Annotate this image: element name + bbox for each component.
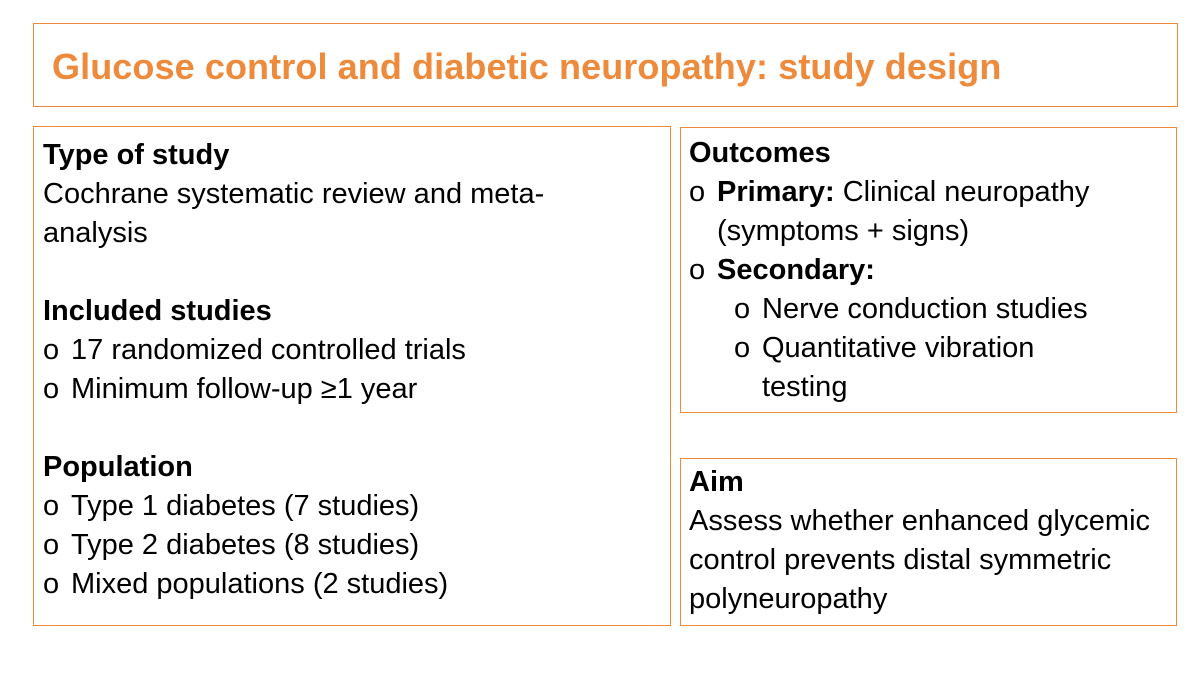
- aim-text: Assess whether enhanced glycemic control prevents distal symmetric polyneuropathy: [689, 505, 1151, 615]
- bullet-marker: o: [43, 373, 60, 405]
- included-item: Minimum follow-up ≥1 year: [71, 373, 418, 405]
- bullet-marker: o: [734, 293, 751, 325]
- list-item: [689, 290, 1174, 329]
- type-of-study-heading: Type of study: [43, 139, 230, 171]
- aim-heading: Aim: [689, 466, 744, 498]
- population-item: Mixed populations (2 studies): [71, 568, 449, 600]
- study-info-box: [33, 126, 671, 626]
- bullet-marker: o: [43, 334, 60, 366]
- type-of-study-text: Cochrane systematic review and meta-analysis: [43, 178, 545, 249]
- list-item: [689, 329, 1174, 407]
- title-box: [33, 23, 1178, 107]
- secondary-label: Secondary:: [717, 254, 875, 286]
- list-item: [689, 251, 1174, 290]
- included-studies-heading: Included studies: [43, 295, 272, 327]
- secondary-item: Nerve conduction studies: [762, 293, 1088, 325]
- included-item: 17 randomized controlled trials: [71, 334, 466, 366]
- primary-outcome: [717, 173, 1174, 251]
- bullet-marker: o: [43, 529, 60, 561]
- secondary-item: Quantitative vibration testing: [762, 332, 1035, 403]
- bullet-marker: o: [734, 332, 751, 364]
- bullet-marker: o: [689, 254, 706, 286]
- outcomes-heading: Outcomes: [689, 137, 831, 169]
- study-info-content: [43, 136, 663, 604]
- population-item: Type 1 diabetes (7 studies): [71, 490, 420, 522]
- outcomes-content: [689, 134, 1174, 407]
- bullet-marker: o: [43, 568, 60, 600]
- list-item: [43, 565, 663, 604]
- aim-content: [689, 463, 1174, 619]
- population-heading: Population: [43, 451, 193, 483]
- list-item: [43, 370, 663, 409]
- primary-label: Primary:: [717, 176, 835, 208]
- list-item: [689, 173, 1174, 251]
- outcomes-box: [680, 127, 1177, 413]
- list-item: [43, 487, 663, 526]
- bullet-marker: o: [689, 176, 706, 208]
- list-item: [43, 331, 663, 370]
- primary-text: Clinical neuropathy (symptoms + signs): [717, 176, 1090, 247]
- slide-title: Glucose control and diabetic neuropathy: study design: [52, 46, 1002, 87]
- bullet-marker: o: [43, 490, 60, 522]
- list-item: [43, 526, 663, 565]
- aim-box: [680, 458, 1177, 626]
- population-item: Type 2 diabetes (8 studies): [71, 529, 420, 561]
